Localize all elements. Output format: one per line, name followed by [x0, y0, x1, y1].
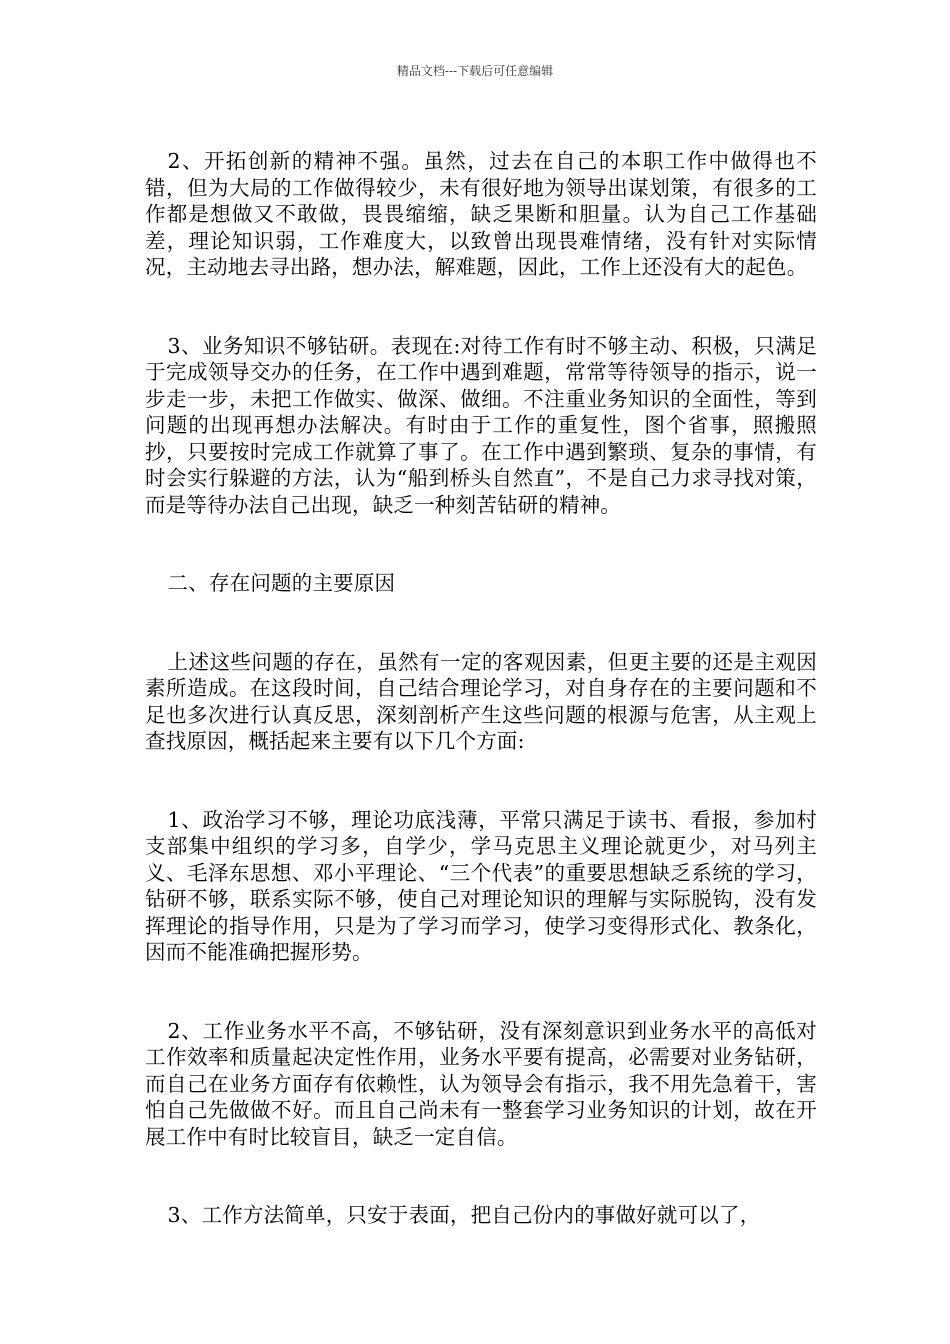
paragraph-work-method: 3、工作方法简单，只安于表面，把自己份内的事做好就可以了，	[167, 1203, 761, 1227]
document-body	[145, 148, 817, 1281]
section-heading-main-causes: 二、存在问题的主要原因	[167, 571, 396, 595]
paragraph-innovation-spirit: 2、开拓创新的精神不强。虽然，过去在自己的本职工作中做得也不错，但为大局的工作做得较少，未有很好地为领导出谋划策，有很多的工作都是想做又不敢做，畏畏缩缩，缺乏果断和胆量。认为自己工作基础差，理论知识弱，工作难度大，以致曾出现畏难情绪，没有针对实际情况，主动地去寻出路，想办法，解难题，因此，工作上还没有大的起色。	[145, 149, 817, 279]
paragraph-business-knowledge: 3、业务知识不够钻研。表现在:对待工作有时不够主动、积极，只满足于完成领导交办的任务，在工作中遇到难题，常常等待领导的指示，说一步走一步，未把工作做实、做深、做细。不注重业务知识的全面性，等到问题的出现再想办法解决。有时由于工作的重复性，图个省事，照搬照抄，只要按时完成工作就算了事了。在工作中遇到繁琐、复杂的事情，有时会实行躲避的方法，认为“船到桥头自然直”，不是自己力求寻找对策，而是等待办法自己出现，缺乏一种刻苦钻研的精神。	[145, 333, 817, 517]
page-header: 精品文档---下载后可任意编辑	[396, 64, 554, 78]
paragraph-work-level: 2、工作业务水平不高，不够钻研，没有深刻意识到业务水平的高低对工作效率和质量起决定性作用，业务水平要有提高，必需要对业务钻研，而自己在业务方面存有依赖性，认为领导会有指示，我不用先急着干，害怕自己先做做不好。而且自己尚未有一整套学习业务知识的计划，故在开展工作中有时比较盲目，缺乏一定自信。	[145, 1018, 817, 1149]
paragraph-political-study: 1、政治学习不够，理论功底浅薄，平常只满足于读书、看报，参加村支部集中组织的学习多，自学少，学马克思主义理论就更少，对马列主义、毛泽东思想、邓小平理论、“三个代表”的重要思想缺乏系统的学习，钻研不够，联系实际不够，使自己对理论知识的理解与实际脱钩，没有发挥理论的指导作用，只是为了学习而学习，使学习变得形式化、教条化，因而不能准确把握形势。	[145, 807, 817, 964]
paragraph-causes-intro: 上述这些问题的存在，虽然有一定的客观因素，但更主要的还是主观因素所造成。在这段时间，自己结合理论学习，对自身存在的主要问题和不足也多次进行认真反思，深刻剖析产生这些问题的根源与危害，从主观上查找原因，概括起来主要有以下几个方面:	[145, 649, 817, 753]
